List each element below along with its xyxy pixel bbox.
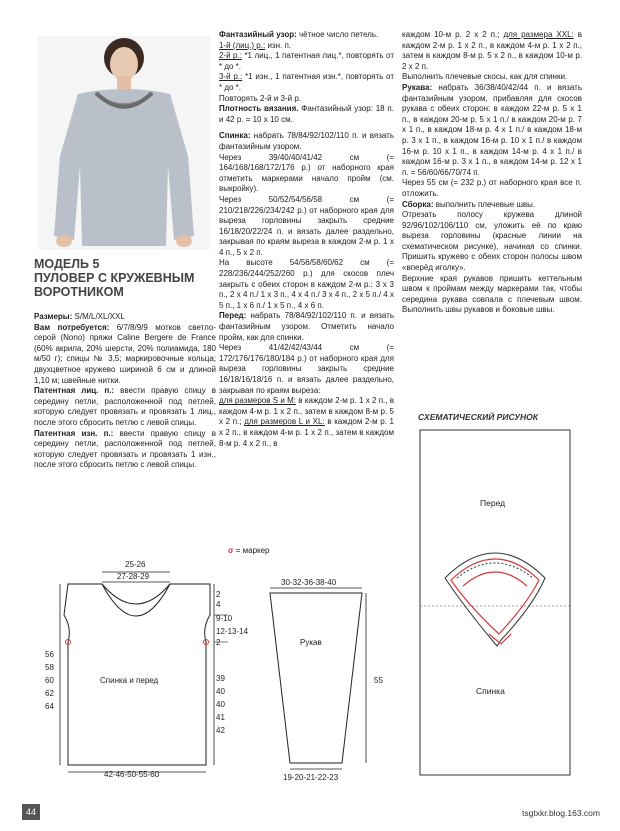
left-height-4: 62 [45,689,54,698]
front-sm-label: для размеров S и M: [219,396,297,406]
bottom-width: 42-46-50-55-60 [104,770,160,779]
sleeve-label: Рукав [300,638,322,647]
assembly-label: Сборка: [402,199,434,209]
model-heading [34,257,216,299]
model-number: МОДЕЛЬ 5 [34,257,100,271]
back-text-2: Через 39/40/40/41/42 см (= 164/168/168/172/176 р.) от наборного края отметить маркерами начало пройм (см. выкройку). [219,152,394,194]
page-number: 44 [22,804,40,820]
dim-2-bottom: 2 [216,638,221,647]
materials-text: 6/7/8/9/9 мотков светло-серой (Nono) пряжи Caline Bergere de France (60% акрила, 20% шерсти, 20% полиамида, 180 м/50 г); спицы № 3,5; маркировочные кольца; двухцветное кружево шириной 6 см и длиной 1,10 м; швейные нитки. [34,322,216,385]
sleeve-bottom-width: 19-20-21-22-23 [283,773,339,782]
front-sm-text: в каждом 2-м р. 1 х 2 п., в каждом 4-м р. 1 х 2 п., затем в каждом 8-м р. 5 х 2 п.; [219,396,394,427]
patent-knit-label: Патентная лиц. п.: [34,386,115,396]
source-url: tsgtxkr.blog.163.com [522,808,600,818]
right-heights [216,672,225,737]
front-text-1: набрать 78/84/92/102/110 п. и вязать фантазийным узором. Отметить начало пройм, как для спинки. [219,311,394,342]
patent-purl-text: ввести правую спицу в середину петли, расположенной под петлей, которую следует провязать и провязать 1 изн., после этого сбросить петлю с левой спицы. [34,428,216,470]
back-text-4: На высоте 54/56/58/60/62 см (= 228/236/244/252/260 р.) для скосов плеч закрыть с обеих сторон в каждом 2-м р.: 3 х 3 п., 2 х 4 п./ 1 х 3 п., 4 х 4 п./ 3 х 4 п., 2 х 5 п./ 4 х 5 п., 1 х 6 п./ 1 х 5 п., 4 х 6 п. [219,258,394,310]
row1-text: изн. п. [267,40,291,50]
front-label: Перед: [219,311,247,321]
row3-text: *1 изн., 1 патентная изн.*, повторять от * до *. [219,72,394,92]
sleeves-text-2: Через 55 см (= 232 р.) от наборного края все п. отложить. [402,178,582,198]
row2-label: 2-й р.: [219,51,242,61]
front-lxl-label: для размеров L и XL: [244,417,325,427]
marker-legend [228,546,270,555]
fancy-pattern-text: чётное число петель. [298,30,379,39]
back-text-1: набрать 78/84/92/102/110 п. и вязать фантазийным узором. [219,131,394,151]
dim-9-10: 9-10 [216,614,233,623]
sizes-label: Размеры: [34,312,73,321]
row1-label: 1-й (лиц.) р.: [219,40,266,50]
front-text-2: Через 41/42/42/43/44 см (= 172/176/176/180/184 р.) от наборного края для выреза горловины закрыть средние 16/18/16/18/16 п. и вязать далее раздельно, закрывая по краям выреза: [219,343,394,395]
assembly-text-2: Отрезать полосу кружева длиной 92/96/102/106/110 см, уложить её по краю выреза горловины (красные линии на схематическом рисунке), начиная со спинки. Пришить кружево с обеих сторон полосы швом «вперёд иголку». [402,210,582,273]
front-lxl-text: в каждом 2-м р. 1 х 2 п., в каждом 4-м р. 1 х 2 п., затем в каждом 8-м р. 4 х 2 п., в [219,417,395,448]
front-continued-text: каждом 10-м р. 2 х 2 п.; [402,30,500,39]
sleeve-pattern-drawing [262,585,392,775]
schematic-front-label: Перед [480,498,506,508]
dim-4: 4 [216,600,221,609]
schematic-title: СХЕМАТИЧЕСКИЙ РИСУНОК [418,412,539,422]
right-height-3: 40 [216,700,225,709]
row2-text: *1 лиц., 1 патентная лиц.*, повторять от * до *. [219,51,394,71]
right-height-2: 40 [216,687,225,696]
right-text-column [402,30,582,316]
repeat-text: Повторять 2-й и 3-й р. [219,93,302,103]
xxl-text: в каждом 2-м р. 1 х 2 п., в каждом 4-м р. 1 х 2 п., затем в каждом 8-м р. 5 х 2 п., в каждом 10-м р. 2 х 2 п. [402,30,582,71]
middle-text-column [219,30,394,449]
left-text-column [34,312,216,471]
density-text: Фантазийный узор: 18 п. и 42 р. = 10 х 10 см. [219,104,394,124]
sweater-photo-illustration [38,36,210,250]
left-height-2: 58 [45,663,54,672]
sleeves-label: Рукава: [402,82,433,92]
neck-width-2: 27-28-29 [117,572,150,581]
density-label: Плотность вязания. [219,104,299,114]
right-height-4: 41 [216,713,225,722]
dim-12-14: 12-13-14 [216,627,249,636]
xxl-label: для размера XXL: [503,30,574,39]
shoulder-text: Выполнить плечевые скосы, как для спинки. [402,72,568,82]
left-height-5: 64 [45,702,54,711]
patent-knit-text: ввести правую спицу в середину петли, расположенной под петлей, которую следует провязать и провязать 1 лиц., после этого сбросить петлю с левой спицы. [34,386,216,427]
marker-label: = маркер [235,546,270,555]
left-height-3: 60 [45,676,54,685]
back-label: Спинка: [219,131,251,141]
patent-purl-label: Патентная изн. п.: [34,428,114,438]
materials-label: Вам потребуется: [34,322,110,332]
sleeve-top-width: 30-32-36-38-40 [281,578,337,587]
body-label: Спинка и перед [100,676,159,685]
schematic-drawing [405,428,605,788]
assembly-text-1: выполнить плечевые швы. [435,199,536,209]
right-height-1: 39 [216,674,225,683]
back-text-3: Через 50/52/54/56/58 см (= 210/218/226/234/242 р.) от наборного края для выреза горловины закрыть средние 16/18/20/22/24 п. и вязать далее раздельно, закрывая по краям выреза в каждом 2-м р. 1 х 4 п., 5 х 2 п. [219,194,394,257]
marker-symbol: σ [228,546,234,555]
sizes-value: S/M/L/XL/XXL [74,312,125,321]
model-photo [38,36,210,250]
left-heights [45,648,54,713]
left-height-1: 56 [45,650,54,659]
fancy-pattern-label: Фантазийный узор: [219,30,297,39]
right-height-5: 42 [216,726,225,735]
sleeve-height: 55 [374,676,383,685]
body-pattern-drawing [30,560,270,790]
row3-label: 3-й р.: [219,72,243,82]
model-name: ПУЛОВЕР С КРУЖЕВНЫМ ВОРОТНИКОМ [34,271,195,299]
dim-2-top: 2 [216,590,221,599]
schematic-back-label: Спинка [476,686,505,696]
assembly-text-3: Верхние края рукавов пришить кеттельным швом к проймам между маркерами так, чтобы середина рукава совпала с плечевым швом. Выполнить швы рукавов и боковые швы. [402,273,582,315]
neck-width-1: 25-26 [125,560,146,569]
sleeves-text-1: набрать 36/38/40/42/44 п. и вязать фантазийным узором, прибавляя для скосов рукава с обеих сторон: в каждом 22-м р. 5 х 1 п., в каждом 20-м р. 5 х 1 п./ в каждом 20-м р. 7 х 1 п., в каждом 18-м р. 4 х 1 п./ в каждом 18-м р. 3 х 1 п., в каждом 16-м р. 10 х 1 п./ в каждом 16-м р. 10 х 1 п., в каждом 14-м р. 4 х 1 п./ в каждом 16-м р. 3 х 1 п., в каждом 14-м р. 12 х 1 п. = 56/60/66/70/74 п. [402,82,582,177]
